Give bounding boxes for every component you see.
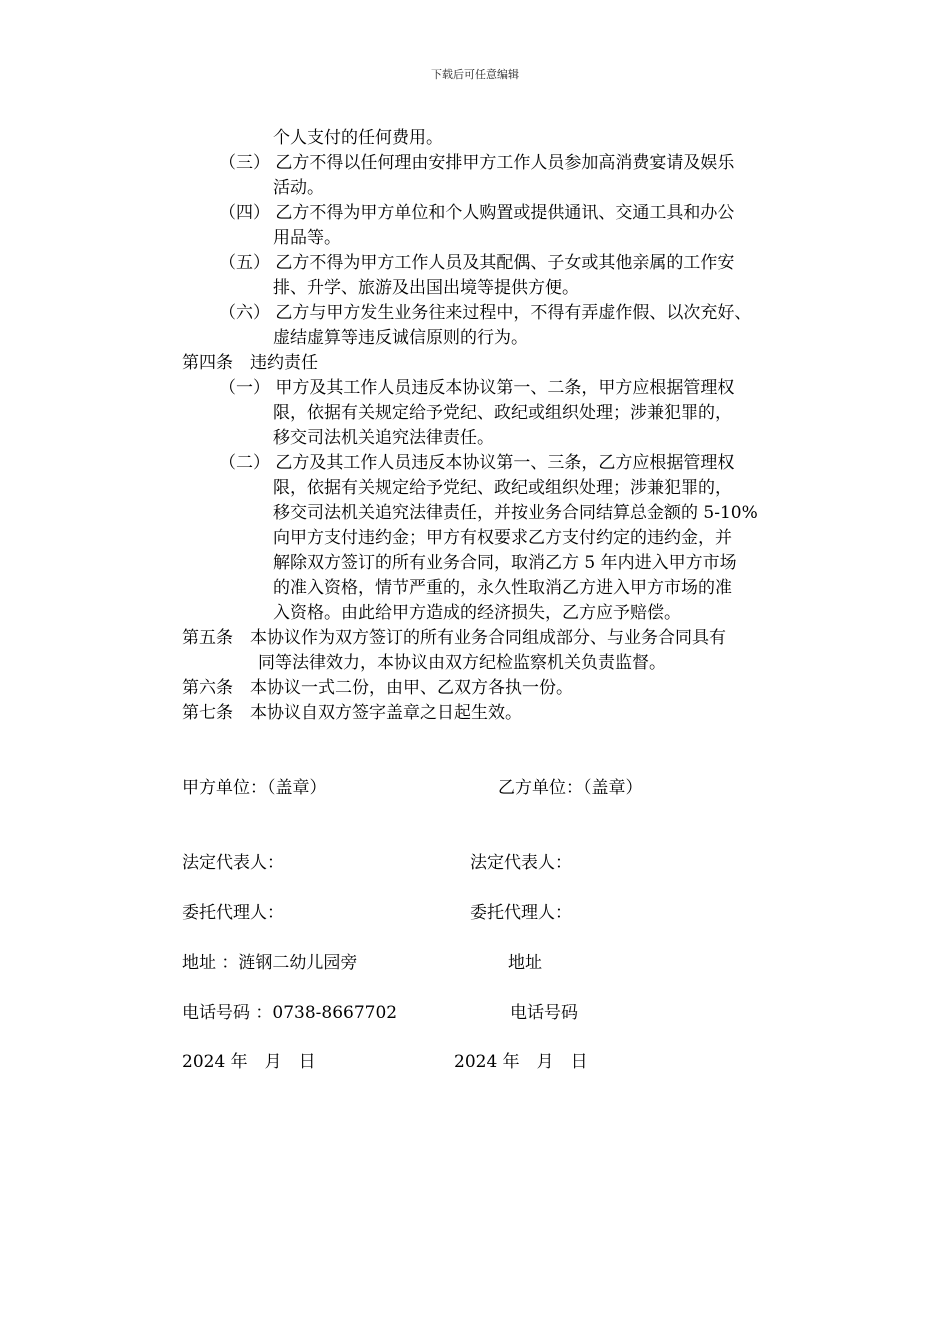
text-line: （三） 乙方不得以任何理由安排甲方工作人员参加高消费宴请及娱乐 [219, 153, 735, 173]
text-line: （六） 乙方与甲方发生业务往来过程中，不得有弄虚作假、以次充好、 [219, 303, 752, 323]
party-a-date: 2024 年 月 日 [182, 1052, 316, 1072]
text-line: 限，依据有关规定给予党纪、政纪或组织处理；涉兼犯罪的， [273, 478, 732, 498]
party-a-address: 地址 ：涟钢二幼儿园旁 [182, 953, 358, 973]
party-b-date: 2024 年 月 日 [454, 1052, 588, 1072]
text-line: （四） 乙方不得为甲方单位和个人购置或提供通讯、交通工具和办公 [219, 203, 735, 223]
party-b-phone: 电话号码 [510, 1003, 578, 1023]
page-header-note: 下载后可任意编辑 [431, 68, 519, 81]
text-line: 排、升学、旅游及出国出境等提供方便。 [273, 278, 579, 298]
section-heading: 第五条 本协议作为双方签订的所有业务合同组成部分、与业务合同具有 [182, 628, 726, 648]
text-line: 个人支付的任何费用。 [273, 128, 443, 148]
text-line: 活动。 [273, 178, 324, 198]
party-b-unit: 乙方单位：（盖章） [498, 778, 643, 798]
text-line: 同等法律效力，本协议由双方纪检监察机关负责监督。 [258, 653, 666, 673]
party-a-agent: 委托代理人： [182, 903, 284, 923]
text-line: 移交司法机关追究法律责任。 [273, 428, 494, 448]
text-line: （一） 甲方及其工作人员违反本协议第一、二条，甲方应根据管理权 [219, 378, 735, 398]
text-line: 解除双方签订的所有业务合同，取消乙方 5 年内进入甲方市场 [273, 553, 737, 573]
party-b-address: 地址 [508, 953, 542, 973]
party-b-agent: 委托代理人： [470, 903, 572, 923]
text-line: 虚结虚算等违反诚信原则的行为。 [273, 328, 528, 348]
text-line: 向甲方支付违约金；甲方有权要求乙方支付约定的违约金，并 [273, 528, 732, 548]
text-line: 移交司法机关追究法律责任，并按业务合同结算总金额的 5-10% [273, 503, 758, 523]
text-line: 限，依据有关规定给予党纪、政纪或组织处理；涉兼犯罪的， [273, 403, 732, 423]
party-a-unit: 甲方单位：（盖章） [182, 778, 327, 798]
text-line: 的准入资格，情节严重的，永久性取消乙方进入甲方市场的准 [273, 578, 732, 598]
section-heading: 第六条 本协议一式二份，由甲、乙双方各执一份。 [182, 678, 573, 698]
party-a-legal-rep: 法定代表人： [182, 853, 284, 873]
text-line: （二） 乙方及其工作人员违反本协议第一、三条，乙方应根据管理权 [219, 453, 735, 473]
party-a-phone: 电话号码 ：0738-8667702 [182, 1003, 398, 1023]
text-line: （五） 乙方不得为甲方工作人员及其配偶、子女或其他亲属的工作安 [219, 253, 735, 273]
text-line: 用品等。 [273, 228, 341, 248]
section-heading: 第七条 本协议自双方签字盖章之日起生效。 [182, 703, 522, 723]
section-heading: 第四条 违约责任 [182, 353, 318, 373]
party-b-legal-rep: 法定代表人： [470, 853, 572, 873]
text-line: 入资格。由此给甲方造成的经济损失，乙方应予赔偿。 [273, 603, 681, 623]
